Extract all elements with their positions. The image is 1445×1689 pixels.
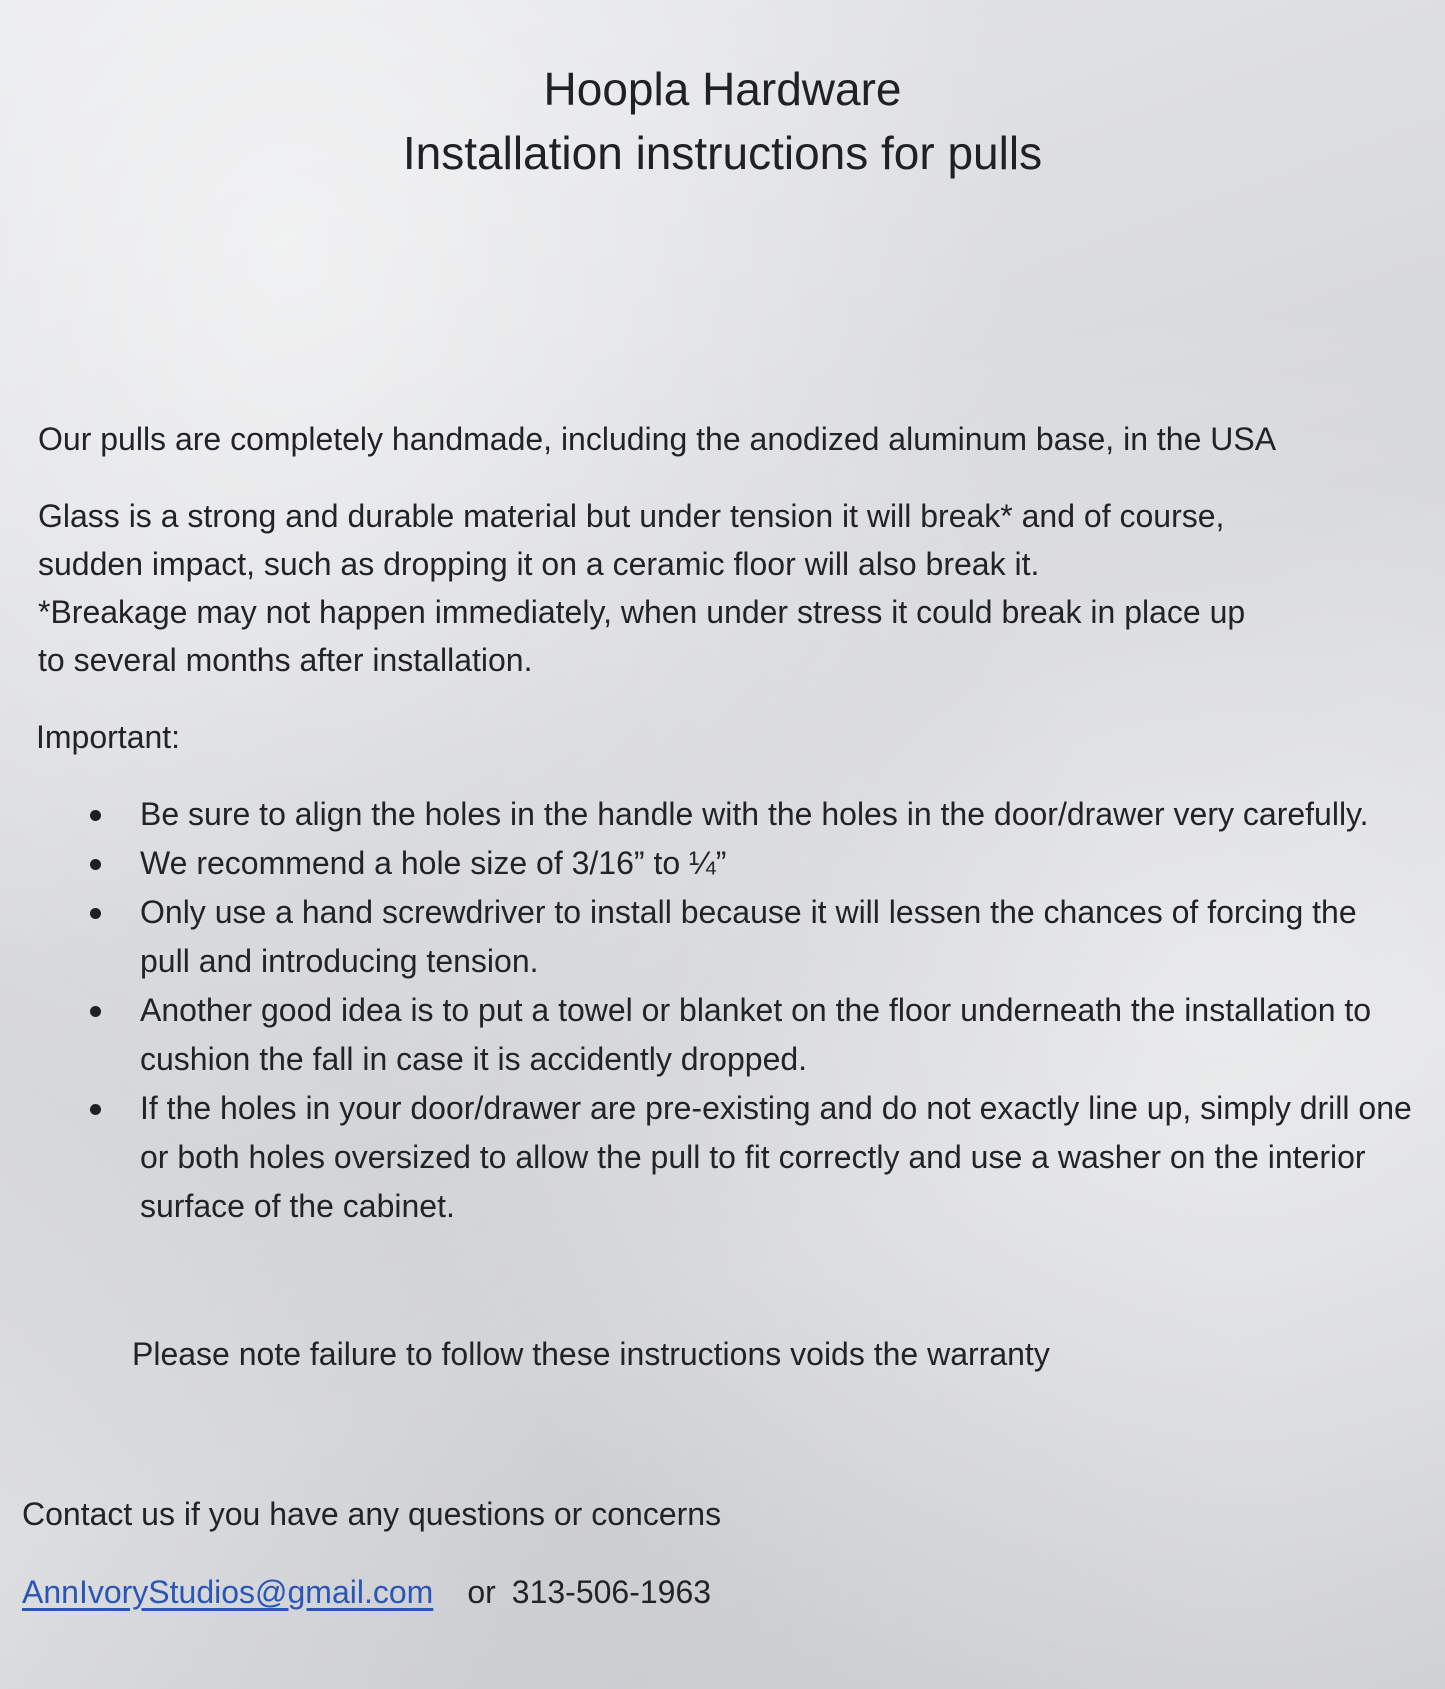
bullet-icon (90, 859, 101, 870)
contact-separator: or (467, 1574, 496, 1610)
bullet-icon (90, 1104, 101, 1115)
warranty-note: Please note failure to follow these instructions voids the warranty (132, 1336, 1050, 1372)
instruction-list (82, 790, 1412, 1231)
phone-number: 313-506-1963 (511, 1574, 712, 1610)
glass-line-2: sudden impact, such as dropping it on a ceramic floor will also break it. (38, 546, 1040, 582)
list-item-text: Another good idea is to put a towel or blanket on the floor underneath the installation to cushion the fall in case it is accidently dropped. (140, 992, 1372, 1077)
document-title: Hoopla Hardware (543, 63, 902, 115)
intro-paragraph: Our pulls are completely handmade, including the anodized aluminum base, in the USA (38, 421, 1277, 457)
list-item-text: We recommend a hole size of 3/16” to ¼” (140, 845, 727, 881)
contact-prompt: Contact us if you have any questions or concerns (22, 1496, 722, 1532)
bullet-icon (90, 908, 101, 919)
list-item (82, 986, 1412, 1084)
list-item (82, 839, 1412, 888)
important-label: Important: (36, 719, 181, 755)
glass-line-3: *Breakage may not happen immediately, when under stress it could break in place up (38, 594, 1246, 630)
list-item-text: Be sure to align the holes in the handle with the holes in the door/drawer very carefully. (140, 796, 1369, 832)
bullet-icon (90, 810, 101, 821)
list-item (82, 888, 1412, 986)
contact-line (22, 1568, 711, 1616)
list-item (82, 790, 1412, 839)
glass-warning-paragraph (38, 492, 1418, 684)
list-item-text: If the holes in your door/drawer are pre-existing and do not exactly line up, simply drill one or both holes oversized to allow the pull to fit correctly and use a washer on the interior surface of the cabinet. (140, 1090, 1412, 1224)
document-subtitle: Installation instructions for pulls (402, 127, 1043, 179)
bullet-icon (90, 1006, 101, 1017)
list-item (82, 1084, 1412, 1231)
glass-line-4: to several months after installation. (38, 642, 533, 678)
list-item-text: Only use a hand screwdriver to install because it will lessen the chances of forcing the pull and introducing tension. (140, 894, 1357, 979)
glass-line-1: Glass is a strong and durable material but under tension it will break* and of course, (38, 498, 1225, 534)
email-link[interactable]: AnnIvoryStudios@gmail.com (22, 1574, 434, 1610)
